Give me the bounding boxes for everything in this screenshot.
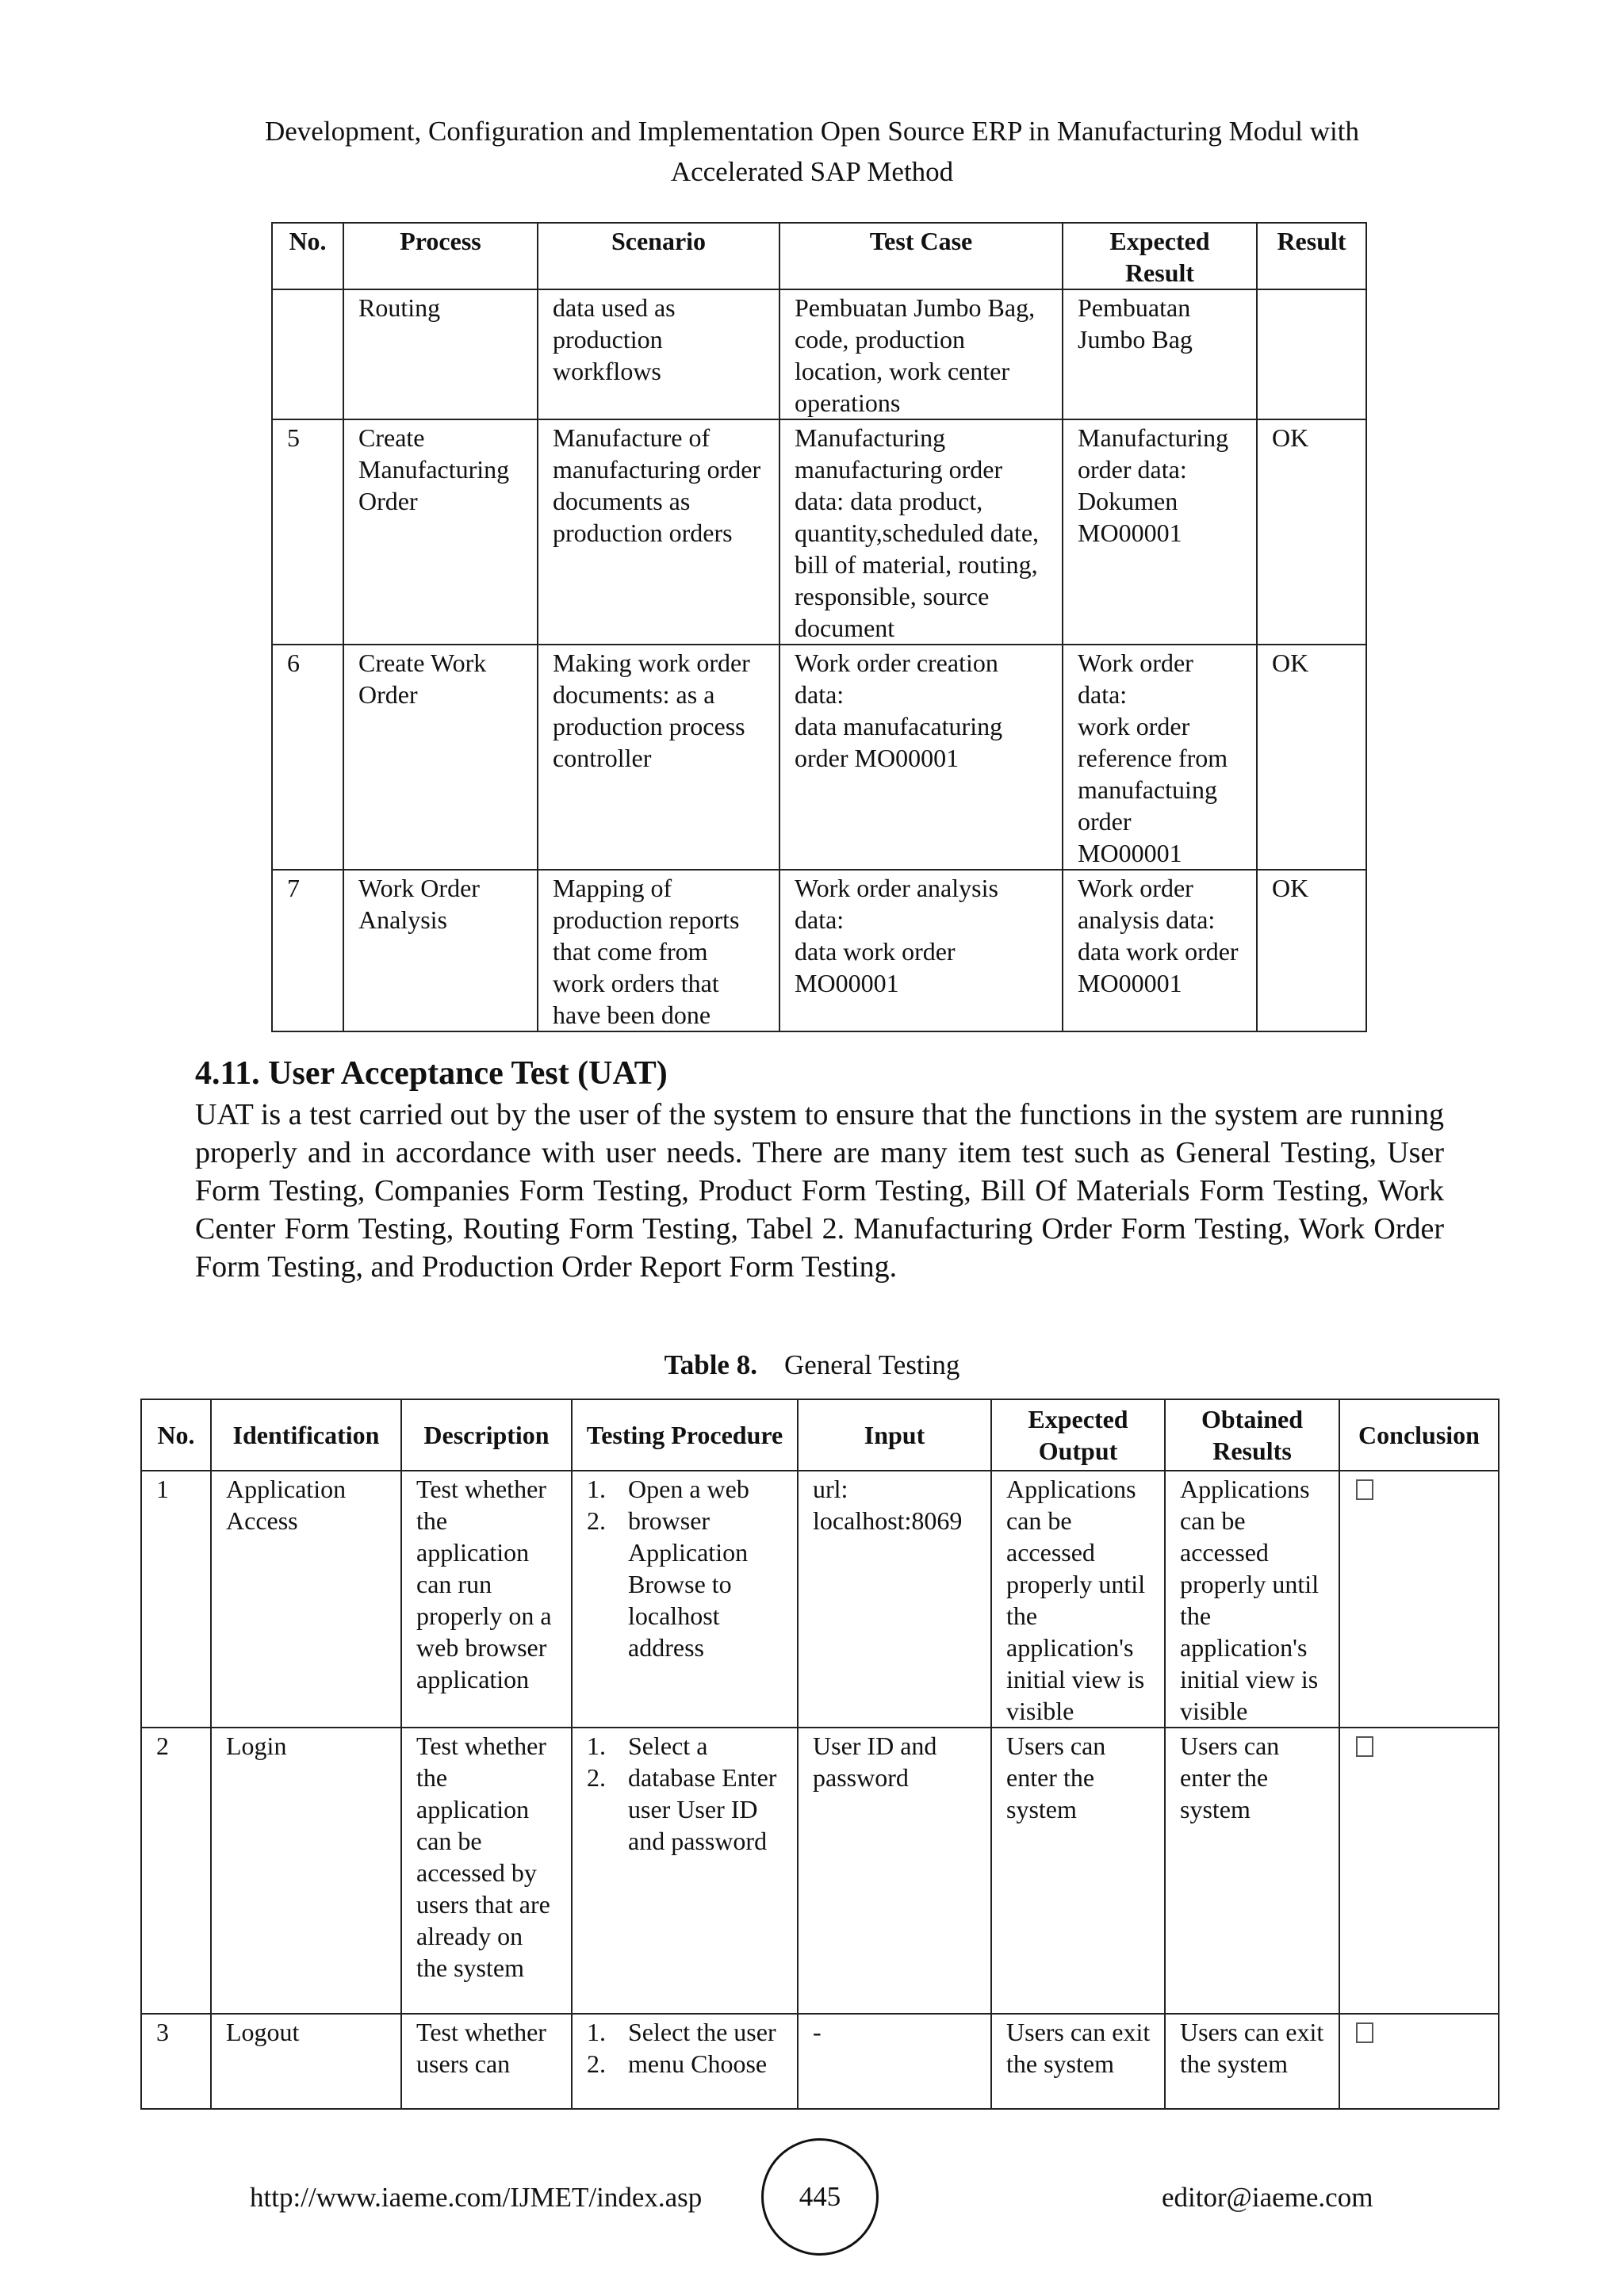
check-box-icon [1356, 1479, 1373, 1500]
step-numbers [587, 2016, 628, 2080]
header-line-2: Accelerated SAP Method [670, 156, 954, 187]
general-testing-table [140, 1399, 1500, 2110]
cell-expected: Users can enter the system [991, 1728, 1165, 2014]
step-number: 1. [587, 1475, 606, 1503]
col-header: Process [343, 223, 538, 289]
cell-procedure [572, 1471, 798, 1728]
procedure-steps [587, 1730, 786, 1857]
cell-expected: Applications can be accessed properly until the application's initial view is visible [991, 1471, 1165, 1728]
cell-no: 5 [272, 419, 343, 645]
cell-no: 2 [141, 1728, 211, 2014]
cell-input: - [798, 2014, 991, 2109]
cell-test-case: Pembuatan Jumbo Bag, code, production location, work center operations [779, 289, 1063, 419]
cell-description: Test whether the application can be accessed by users that are already on the system [401, 1728, 572, 2014]
test-case-table [271, 222, 1367, 1032]
cell-test-case: Manufacturing manufacturing order data: data product, quantity,scheduled date, bill of material, routing, responsible, source document [779, 419, 1063, 645]
cell-process: Routing [343, 289, 538, 419]
table-caption [0, 1349, 1624, 1381]
col-header: No. [141, 1399, 211, 1471]
cell-expected: Pembuatan Jumbo Bag [1063, 289, 1257, 419]
col-header: Testing Procedure [572, 1399, 798, 1471]
cell-input: User ID and password [798, 1728, 991, 2014]
table-header-row [272, 223, 1366, 289]
procedure-steps [587, 2016, 786, 2080]
step-number: 1. [587, 1732, 606, 1760]
col-header: Result [1257, 223, 1366, 289]
cell-procedure [572, 1728, 798, 2014]
header-line-1: Development, Configuration and Implementation Open Source ERP in Manufacturing Modul with [265, 116, 1359, 147]
col-header: Scenario [538, 223, 779, 289]
procedure-steps [587, 1473, 786, 1663]
cell-result [1257, 289, 1366, 419]
cell-process: Create Manufacturing Order [343, 419, 538, 645]
table-row [272, 419, 1366, 645]
check-box-icon [1356, 2022, 1373, 2043]
col-header: Expected Result [1063, 223, 1257, 289]
cell-test-case: Work order creation data: data manufacaturing order MO00001 [779, 645, 1063, 870]
step-number: 2. [587, 1506, 606, 1535]
running-header [198, 111, 1426, 192]
cell-obtained: Users can enter the system [1165, 1728, 1339, 2014]
cell-scenario: Manufacture of manufacturing order documents as production orders [538, 419, 779, 645]
step-text: Select the user menu Choose [628, 2018, 776, 2078]
cell-identification: Login [211, 1728, 401, 2014]
cell-expected: Work order analysis data: data work order MO00001 [1063, 870, 1257, 1031]
section-title: 4.11. User Acceptance Test (UAT) [195, 1055, 668, 1092]
col-header: Identification [211, 1399, 401, 1471]
cell-result: OK [1257, 419, 1366, 645]
table-row [272, 645, 1366, 870]
col-header: Input [798, 1399, 991, 1471]
cell-scenario: data used as production workflows [538, 289, 779, 419]
cell-result: OK [1257, 645, 1366, 870]
step-numbers [587, 1473, 628, 1663]
cell-conclusion [1339, 1728, 1499, 2014]
cell-expected: Manufacturing order data: Dokumen MO00001 [1063, 419, 1257, 645]
step-text: Open a web browser Application Browse to localhost address [628, 1475, 749, 1662]
cell-no: 3 [141, 2014, 211, 2109]
cell-result: OK [1257, 870, 1366, 1031]
cell-identification: Application Access [211, 1471, 401, 1728]
cell-scenario: Mapping of production reports that come from work orders that have been done [538, 870, 779, 1031]
section-paragraph: UAT is a test carried out by the user of the system to ensure that the functions in the system are running properly and in accordance with user needs. There are many item test such as General Testing, User Form Testing, Companies Form Testing, Product Form Testing, Bill Of Materials Form Testing, Work Center Form Testing, Routing Form Testing, Tabel 2. Manufacturing Order Form Testing, Work Order Form Testing, and Production Order Report Form Testing. [195, 1098, 1444, 1284]
cell-process: Create Work Order [343, 645, 538, 870]
table-caption-text: General Testing [783, 1349, 960, 1380]
cell-input: url: localhost:8069 [798, 1471, 991, 1728]
cell-procedure [572, 2014, 798, 2109]
col-header: No. [272, 223, 343, 289]
table-row [272, 870, 1366, 1031]
cell-process: Work Order Analysis [343, 870, 538, 1031]
cell-conclusion [1339, 2014, 1499, 2109]
cell-description: Test whether the application can run properly on a web browser application [401, 1471, 572, 1728]
cell-no: 6 [272, 645, 343, 870]
page-number: 445 [761, 2138, 879, 2256]
check-box-icon [1356, 1736, 1373, 1757]
cell-test-case: Work order analysis data: data work order MO00001 [779, 870, 1063, 1031]
cell-no: 7 [272, 870, 343, 1031]
cell-description: Test whether users can [401, 2014, 572, 2109]
step-text: Select a database Enter user User ID and password [628, 1732, 777, 1855]
col-header: Conclusion [1339, 1399, 1499, 1471]
cell-expected: Users can exit the system [991, 2014, 1165, 2109]
table-row [141, 1471, 1499, 1728]
cell-identification: Logout [211, 2014, 401, 2109]
col-header: Description [401, 1399, 572, 1471]
cell-no [272, 289, 343, 419]
cell-scenario: Making work order documents: as a production process controller [538, 645, 779, 870]
col-header: Test Case [779, 223, 1063, 289]
step-numbers [587, 1730, 628, 1857]
table-row [272, 289, 1366, 419]
step-number: 1. [587, 2018, 606, 2046]
cell-expected: Work order data: work order reference from manufactuing order MO00001 [1063, 645, 1257, 870]
footer-url[interactable]: http://www.iaeme.com/IJMET/index.asp [250, 2182, 703, 2213]
cell-obtained: Users can exit the system [1165, 2014, 1339, 2109]
table-row [141, 1728, 1499, 2014]
table-caption-label: Table 8. [664, 1349, 757, 1380]
cell-obtained: Applications can be accessed properly until the application's initial view is visible [1165, 1471, 1339, 1728]
col-header: Expected Output [991, 1399, 1165, 1471]
step-number: 2. [587, 2049, 606, 2078]
cell-no: 1 [141, 1471, 211, 1728]
footer-email[interactable]: editor@iaeme.com [1162, 2182, 1373, 2213]
col-header: Obtained Results [1165, 1399, 1339, 1471]
step-number: 2. [587, 1763, 606, 1792]
table-row [141, 2014, 1499, 2109]
cell-conclusion [1339, 1471, 1499, 1728]
table-header-row [141, 1399, 1499, 1471]
